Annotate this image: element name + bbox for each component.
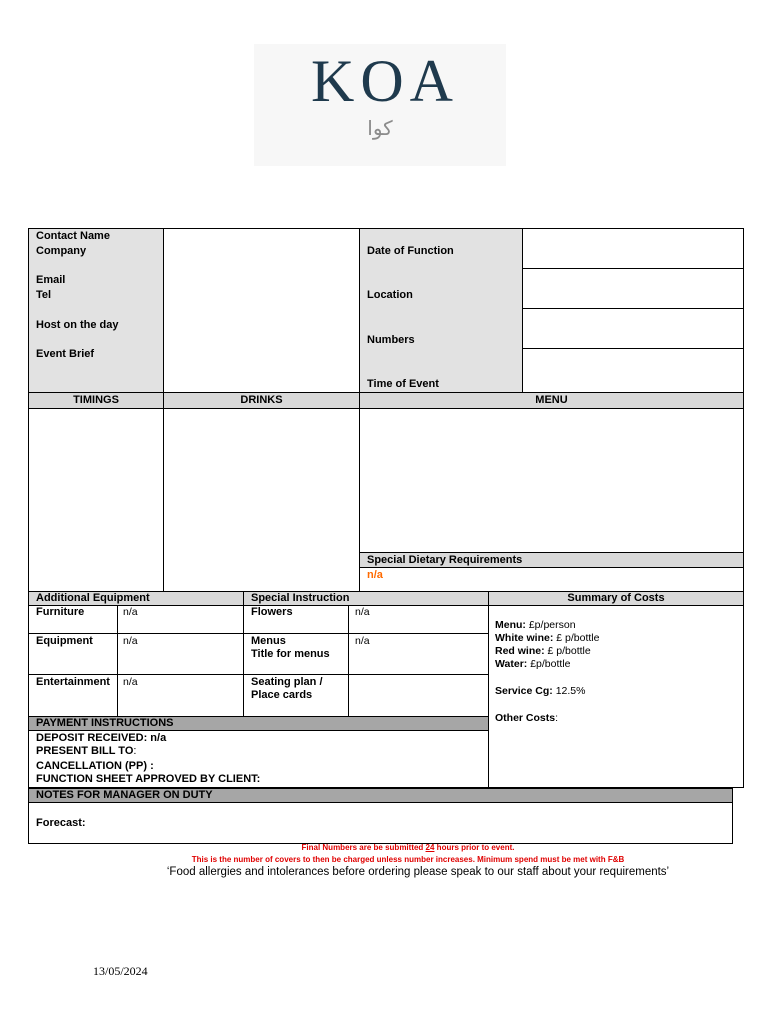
menus-value: n/a [355,635,370,647]
logo [254,44,506,166]
final-numbers-note [28,843,768,852]
function-sheet-approved: FUNCTION SHEET APPROVED BY CLIENT: [36,773,261,785]
summary-service-value: 12.5% [555,685,586,697]
cancellation: CANCELLATION (PP) : [36,760,154,772]
summary-white-line [495,632,599,645]
time-of-event-label: Time of Event [367,378,439,390]
notes-manager-body[interactable] [28,802,733,844]
summary-menu-value: £p/person [528,619,576,631]
forecast-label: Forecast: [36,817,86,829]
special-dietary-field[interactable] [359,567,744,592]
timings-area[interactable] [28,408,164,592]
summary-other-line [495,712,558,725]
equipment-label: Equipment [36,635,93,647]
summary-red-label: Red wine: [495,645,545,657]
payment-instructions-header: PAYMENT INSTRUCTIONS [28,716,489,731]
special-dietary-header: Special Dietary Requirements [359,552,744,568]
flowers-value: n/a [355,606,370,618]
covers-note: This is the number of covers to then be charged unless number increases. Minimum spend must be met with F&B [191,855,625,864]
furniture-label: Furniture [36,606,85,618]
logo-arabic: كوا [367,118,393,140]
email-label: Email [36,274,66,286]
numbers-label: Numbers [367,334,415,346]
document-date: 13/05/2024 [93,964,148,978]
date-of-function-field[interactable] [522,228,744,269]
title-for-menus-label: Title for menus [251,648,330,660]
event-brief-label: Event Brief [36,348,95,360]
company-label: Company [36,245,87,257]
host-label: Host on the day [36,319,119,331]
drinks-header: DRINKS [163,392,360,409]
final-numbers-hours: 24 [425,843,435,852]
date-of-function-label: Date of Function [367,245,454,257]
flowers-label: Flowers [251,606,293,618]
logo-wordmark: KOA [311,48,459,114]
summary-water-value: £p/bottle [530,658,571,670]
special-dietary-value: n/a [367,569,383,581]
menus-label: Menus [251,635,286,647]
special-instruction-header: Special Instruction [243,591,489,606]
additional-equipment-header: Additional Equipment [28,591,244,606]
tel-label: Tel [36,289,52,301]
summary-white-label: White wine: [495,632,554,644]
deposit-received: DEPOSIT RECEIVED: n/a [36,732,167,744]
contact-values-cell[interactable] [163,228,360,393]
final-numbers-pre: Final Numbers are be submitted [301,843,426,852]
final-numbers-post: hours prior to event. [434,843,515,852]
location-field[interactable] [522,268,744,309]
location-label: Location [367,289,413,301]
numbers-field[interactable] [522,308,744,349]
furniture-value: n/a [123,606,138,618]
timings-header: TIMINGS [28,392,164,409]
entertainment-value: n/a [123,676,138,688]
menu-header: MENU [359,392,744,409]
summary-red-value: £ p/bottle [547,645,591,657]
seating-plan-label: Seating plan / [251,676,323,688]
present-bill-to-line [36,744,136,758]
summary-white-value: £ p/bottle [556,632,600,644]
present-bill-to-colon: : [133,745,137,757]
place-cards-label: Place cards [251,689,313,701]
summary-service-label: Service Cg: [495,685,553,697]
seating-plan-value-cell[interactable] [348,674,489,717]
summary-menu-label: Menu: [495,619,526,631]
time-of-event-field[interactable] [522,348,744,393]
summary-red-line [495,645,591,658]
drinks-area[interactable] [163,408,360,592]
contact-name-label: Contact Name [36,230,110,242]
summary-service-line [495,685,585,698]
entertainment-label: Entertainment [36,676,110,688]
summary-water-line [495,658,571,671]
summary-other-label: Other Costs [495,712,556,724]
present-bill-to: PRESENT BILL TO [36,745,134,757]
notes-manager-header: NOTES FOR MANAGER ON DUTY [28,788,733,803]
menu-area[interactable] [359,408,744,553]
summary-of-costs-header: Summary of Costs [488,591,744,606]
summary-water-label: Water: [495,658,528,670]
summary-other-colon: : [555,712,559,724]
equipment-value: n/a [123,635,138,647]
summary-menu-line [495,619,576,632]
allergy-note: ‘Food allergies and intolerances before ordering please speak to our staff about your requirements’ [166,866,670,878]
